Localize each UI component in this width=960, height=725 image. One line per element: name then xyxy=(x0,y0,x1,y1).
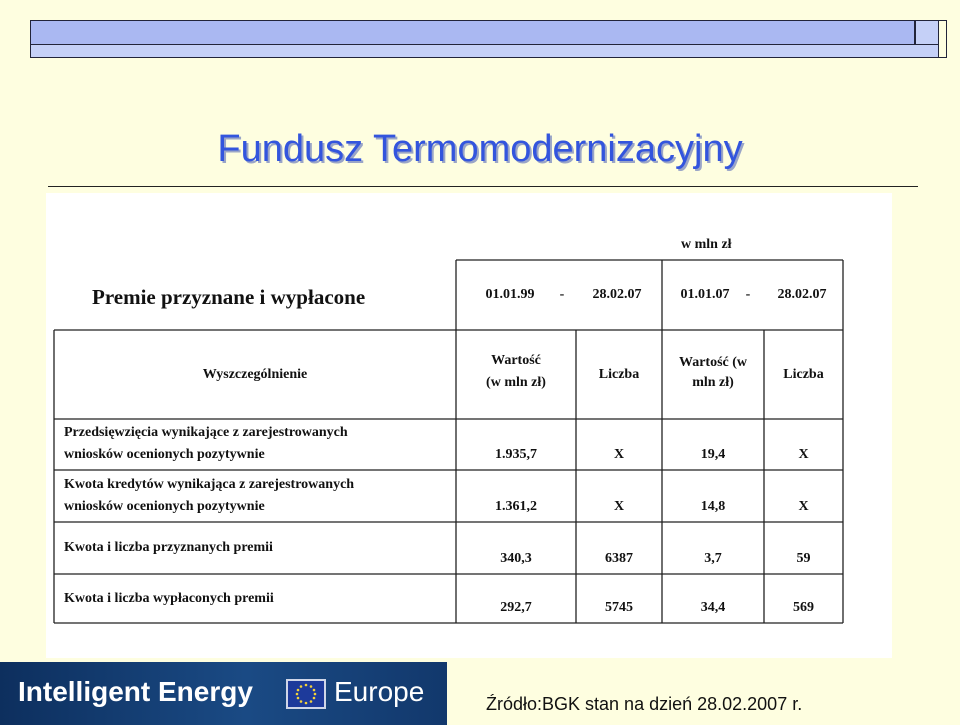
row-2-count-2: X xyxy=(798,499,809,514)
header-value-1-line-2: (w mln zł) xyxy=(486,375,546,390)
row-2-label-line-1: Kwota kredytów wynikająca z zarejestrowanych xyxy=(64,477,355,492)
row-3-count-1: 6387 xyxy=(605,551,633,566)
row-2-count-1: X xyxy=(613,499,625,514)
row-3-value-1: 340,3 xyxy=(500,551,532,566)
eu-flag-icon xyxy=(286,679,326,709)
top-stripe xyxy=(30,44,939,58)
row-2-value-1: 1.361,2 xyxy=(495,499,537,514)
title-divider xyxy=(48,186,918,187)
header-value-2-line-2: mln zł) xyxy=(692,375,734,390)
period-2-sep: - xyxy=(745,287,751,302)
header-count-2: Liczba xyxy=(783,366,824,382)
row-1-count-1: X xyxy=(613,447,625,462)
row-4-value-1: 292,7 xyxy=(500,600,532,615)
unit-note: w mln zł xyxy=(681,237,732,252)
row-1-value-2: 19,4 xyxy=(700,447,726,462)
row-1-label-line-2: wniosków ocenionych pozytywnie xyxy=(64,447,265,462)
period-1-from: 01.01.99 xyxy=(485,287,535,302)
row-1-label-line-1: Przedsięwzięcia wynikające z zarejestrowanych xyxy=(64,425,348,440)
row-1-count-2: X xyxy=(798,447,809,462)
slide-title: Fundusz Termomodernizacyjny xyxy=(217,128,743,170)
intelligent-energy-europe-logo xyxy=(0,662,447,725)
top-band xyxy=(30,20,915,44)
row-4-count-2: 569 xyxy=(793,600,814,615)
row-4-label: Kwota i liczba wypłaconych premii xyxy=(64,591,274,606)
top-square-1 xyxy=(915,20,939,44)
row-4-value-2: 34,4 xyxy=(700,600,726,615)
header-value-2-line-1: Wartość (w xyxy=(678,355,748,370)
row-3-count-2: 59 xyxy=(796,551,811,566)
logo-text-intelligent-energy: Intelligent Energy xyxy=(18,676,253,707)
row-4-count-1: 5745 xyxy=(605,600,633,615)
row-3-value-2: 3,7 xyxy=(704,551,722,566)
table-subtitle: Premie przyznane i wypłacone xyxy=(92,285,366,309)
period-2-from: 01.01.07 xyxy=(680,287,730,302)
period-1-sep: - xyxy=(559,287,565,302)
header-item: Wyszczególnienie xyxy=(202,366,308,382)
top-square-2 xyxy=(939,20,947,58)
row-3-label: Kwota i liczba przyznanych premii xyxy=(64,540,273,555)
period-2-to: 28.02.07 xyxy=(777,287,827,302)
header-value-1-line-1: Wartość xyxy=(491,353,541,368)
row-2-value-2: 14,8 xyxy=(700,499,726,514)
top-decoration-bar xyxy=(30,20,939,58)
logo-text-europe: Europe xyxy=(334,676,425,707)
row-2-label-line-2: wniosków ocenionych pozytywnie xyxy=(64,499,265,514)
source-note: Źródło:BGK stan na dzień 28.02.2007 r. xyxy=(486,694,803,714)
header-count-1: Liczba xyxy=(598,366,640,382)
period-1-to: 28.02.07 xyxy=(592,287,642,302)
row-1-value-1: 1.935,7 xyxy=(495,447,537,462)
